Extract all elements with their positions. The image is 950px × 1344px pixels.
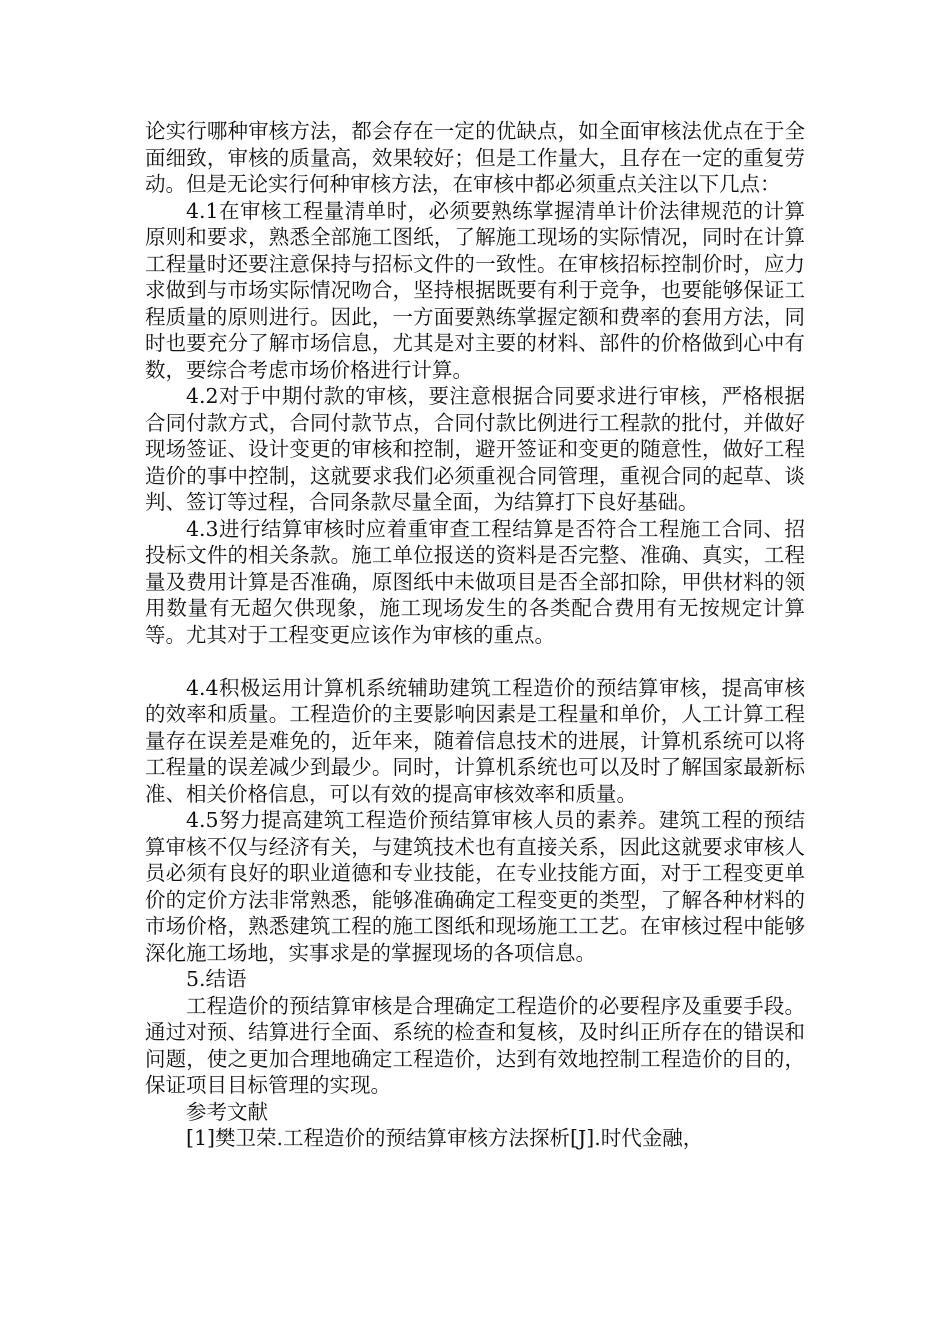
reference-item: [1]樊卫荣.工程造价的预结算审核方法探析[J].时代金融， <box>186 1126 704 1150</box>
paragraph-4-2: 4.2对于中期付款的审核，要注意根据合同要求进行审核，严格根据合同付款方式，合同付款节点，合同付款比例进行工程款的批付，并做好现场签证、设计变更的审核和控制，避开签证和变更的随意性，做好工程造价的事中控制，这就要求我们必须重视合同管理，重视合同的起草、谈判、签订等过程，合同条款尽量全面，为结算打下良好基础。 <box>145 384 805 514</box>
paragraph-4-4: 4.4积极运用计算机系统辅助建筑工程造价的预结算审核，提高审核的效率和质量。工程造价的主要影响因素是工程量和单价，人工计算工程量存在误差是难免的，近年来，随着信息技术的进展，计算机系统可以将工程量的误差减少到最少。同时，计算机系统也可以及时了解国家最新标准、相关价格信息，可以有效的提高审核效率和质量。 <box>145 675 805 806</box>
paragraph-intro: 论实行哪种审核方法，都会存在一定的优缺点，如全面审核法优点在于全面细致，审核的质量高，效果较好；但是工作量大，且存在一定的重复劳动。但是无论实行何种审核方法，在审核中都必须重点关注以下几点： <box>145 119 805 196</box>
paragraph-4-5: 4.5努力提高建筑工程造价预结算审核人员的素养。建筑工程的预结算审核不仅与经济有关，与建筑技术也有直接关系，因此这就要求审核人员必须有良好的职业道德和专业技能，在专业技能方面，对于工程变更单价的定价方法非常熟悉，能够准确确定工程变更的类型，了解各种材料的市场价格，熟悉建筑工程的施工图纸和现场施工工艺。在审核过程中能够深化施工场地，实事求是的掌握现场的各项信息。 <box>145 808 805 965</box>
paragraph-4-1: 4.1在审核工程量清单时，必须要熟练掌握清单计价法律规范的计算原则和要求，熟悉全部施工图纸，了解施工现场的实际情况，同时在计算工程量时还要注意保持与招标文件的一致性。在审核招标控制价时，应力求做到与市场实际情况吻合，坚持根据既要有利于竞争，也要能够保证工程质量的原则进行。因此，一方面要熟练掌握定额和费率的套用方法，同时也要充分了解市场信息，尤其是对主要的材料、部件的价格做到心中有数，要综合考虑市场价格进行计算。 <box>145 198 805 382</box>
section-heading-references: 参考文献 <box>186 1099 268 1124</box>
paragraph-conclusion: 工程造价的预结算审核是合理确定工程造价的必要程序及重要手段。通过对预、结算进行全面、系统的检查和复核，及时纠正所存在的错误和问题，使之更加合理地确定工程造价，达到有效地控制工程造价的目的，保证项目目标管理的实现。 <box>145 993 805 1097</box>
section-heading-conclusion: 5.结语 <box>186 967 247 991</box>
paragraph-4-3: 4.3进行结算审核时应着重审查工程结算是否符合工程施工合同、招投标文件的相关条款。施工单位报送的资料是否完整、准确、真实，工程量及费用计算是否准确，原图纸中未做项目是否全部扣除，甲供材料的领用数量有无超欠供现象，施工现场发生的各类配合费用有无按规定计算等。尤其对于工程变更应该作为审核的重点。 <box>145 516 805 647</box>
document-body <box>145 118 805 1152</box>
